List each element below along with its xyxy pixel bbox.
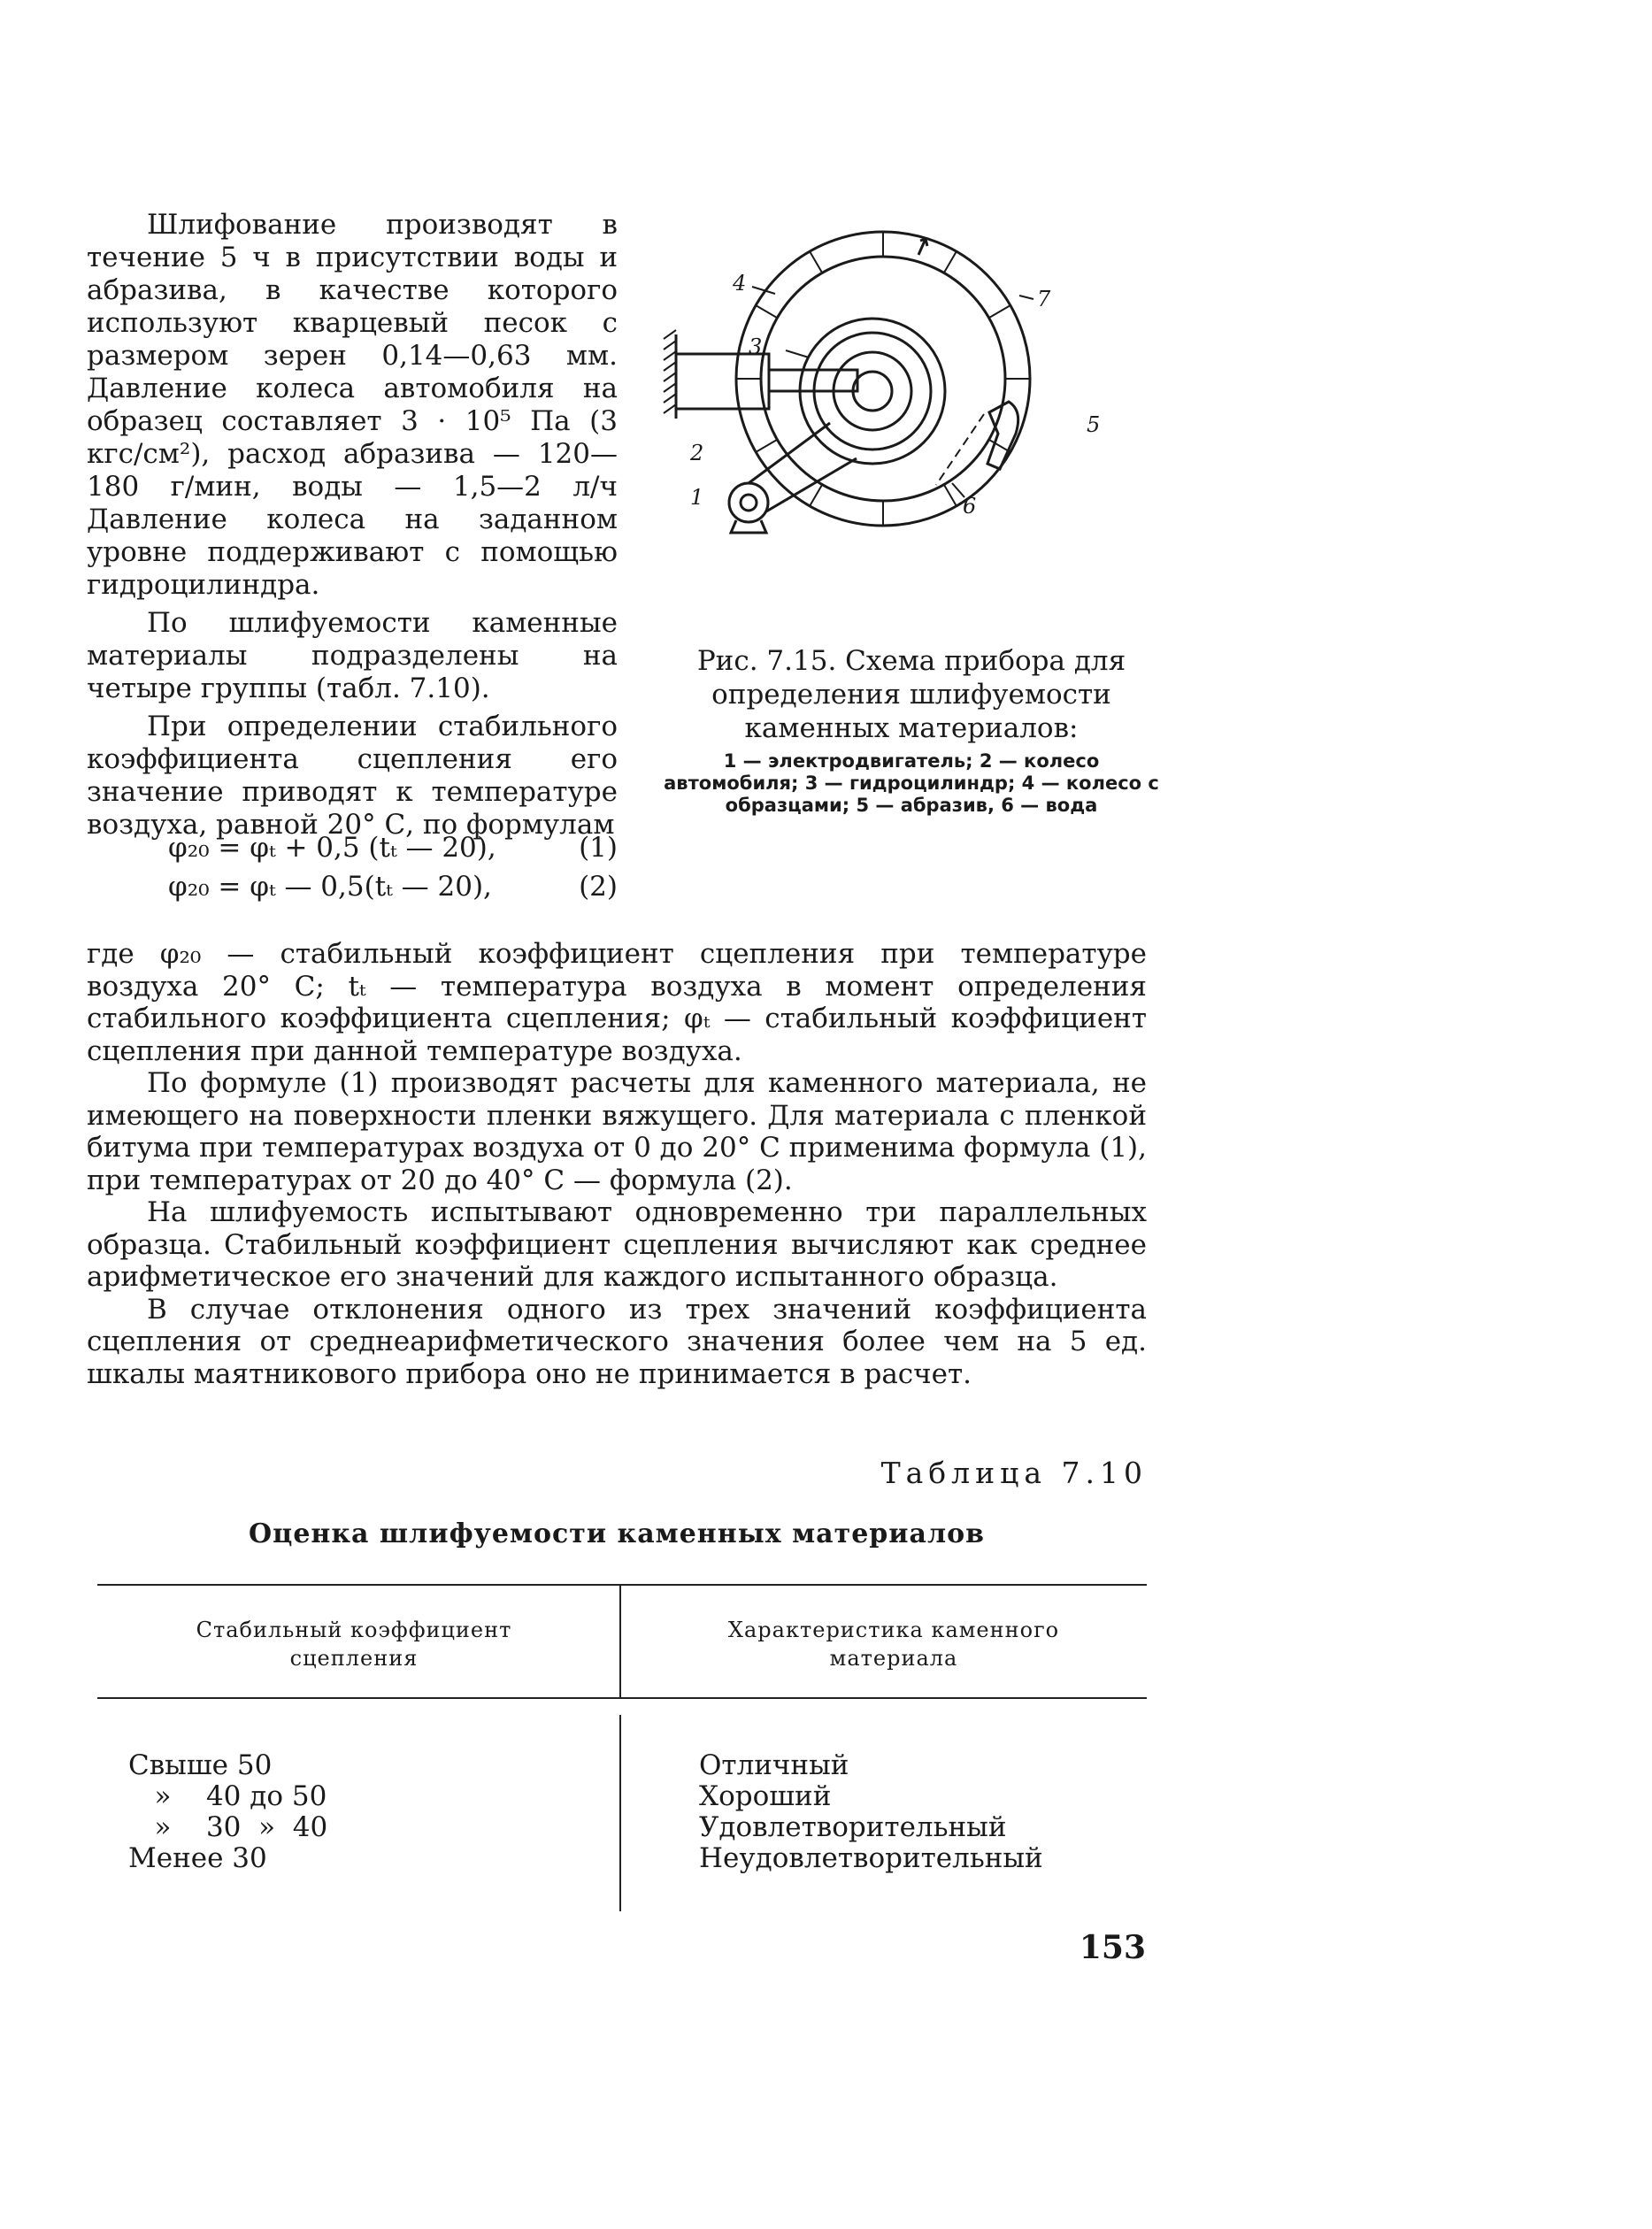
body-text — [87, 938, 1147, 1390]
paragraph-parallel-samples: На шлифуемость испытывают одновременно три параллельных образца. Стабильный коэффициент сцепления вычисляют как среднее арифметическое его значений для каждого испытанного образца. — [87, 1196, 1147, 1293]
table-row-character: Отличный — [699, 1749, 849, 1781]
device-schematic-figure — [644, 202, 1175, 556]
table-row-coef: Свыше 50 — [128, 1749, 273, 1781]
table-label: Таблица 7.10 — [880, 1456, 1148, 1490]
table-characteristic-column — [699, 1750, 1043, 1874]
table-header-characteristic: Характеристика каменного материала — [727, 1618, 1060, 1671]
table-header-coefficient: Стабильный коэффициент сцепления — [196, 1618, 512, 1671]
table-row-coef: » 30 » 40 — [128, 1811, 328, 1843]
formula-1-number: (1) — [579, 832, 618, 864]
table-header-divider — [619, 1584, 621, 1697]
paragraph-groups: По шлифуемости каменные материалы подразделены на четыре группы (табл. 7.10). — [87, 607, 618, 704]
table-header-rule — [97, 1697, 1147, 1699]
paragraph-grinding: Шлифование производят в течение 5 ч в присутствии воды и абразива, в качестве которого используют кварцевый песок с размером зерен 0,14—0,63 мм. Давление колеса автомобиля на образец составляет 3 · 10⁵ Па (3 кгс/см²), расход абразива — 120—180 г/мин, воды — 1,5—2 л/ч Давление колеса на заданном уровне поддерживают с помощью гидроцилиндра. — [87, 209, 618, 601]
table-body-divider — [619, 1715, 621, 1911]
table-top-rule — [97, 1584, 1147, 1586]
formula-definitions: где φ₂₀ — стабильный коэффициент сцепления при температуре воздуха 20° С; tₜ — температура воздуха в момент определения стабильного коэффициента сцепления; φₜ — стабильный коэффициент сцепления при данной температуре воздуха. — [87, 938, 1147, 1067]
label-1: 1 — [690, 485, 704, 510]
label-5: 5 — [1087, 412, 1101, 437]
formula-block — [87, 832, 618, 910]
paragraph-formulas-intro: При определении стабильного коэффициента сцепления его значение приводят к температуре воздуха, равной 20° С, по формулам — [87, 711, 618, 841]
label-6: 6 — [963, 494, 977, 519]
formula-1-text: φ₂₀ = φₜ + 0,5 (tₜ — 20), — [168, 832, 496, 864]
formula-1 — [87, 832, 618, 871]
page-number: 153 — [1079, 1929, 1146, 1966]
formula-2 — [87, 871, 618, 910]
table-coefficient-column — [128, 1750, 327, 1874]
label-2: 2 — [690, 441, 704, 465]
left-column-text — [87, 209, 618, 842]
table-row-character: Удовлетворительный — [699, 1811, 1007, 1843]
label-3: 3 — [749, 334, 763, 359]
table-row-coef: Менее 30 — [128, 1842, 267, 1874]
table-row-character: Неудовлетворительный — [699, 1842, 1043, 1874]
label-7: 7 — [1037, 287, 1051, 311]
paragraph-deviation: В случае отклонения одного из трех значений коэффициента сцепления от среднеарифметического значения более чем на 5 ед. шкалы маятникового прибора оно не принимается в расчет. — [87, 1293, 1147, 1390]
table-row-character: Хороший — [699, 1780, 832, 1812]
table-row-coef: » 40 до 50 — [128, 1780, 327, 1812]
figure-caption: Рис. 7.15. Схема прибора для определения шлифуемости каменных материалов: — [696, 645, 1126, 744]
label-4: 4 — [733, 271, 747, 296]
formula-2-number: (2) — [579, 871, 618, 903]
formula-2-text: φ₂₀ = φₜ — 0,5(tₜ — 20), — [168, 871, 492, 903]
figure-legend: 1 — электродвигатель; 2 — колесо автомобиля; 3 — гидроцилиндр; 4 — колесо с образцами; 5 — абразив, 6 — вода — [664, 750, 1159, 816]
paragraph-formula-usage: По формуле (1) производят расчеты для каменного материала, не имеющего на поверхности пленки вяжущего. Для материала с пленкой битума при температурах воздуха от 0 до 20° С применима формула (1), при температурах от 20 до 40° С — формула (2). — [87, 1067, 1147, 1196]
table-title: Оценка шлифуемости каменных материалов — [249, 1518, 985, 1549]
